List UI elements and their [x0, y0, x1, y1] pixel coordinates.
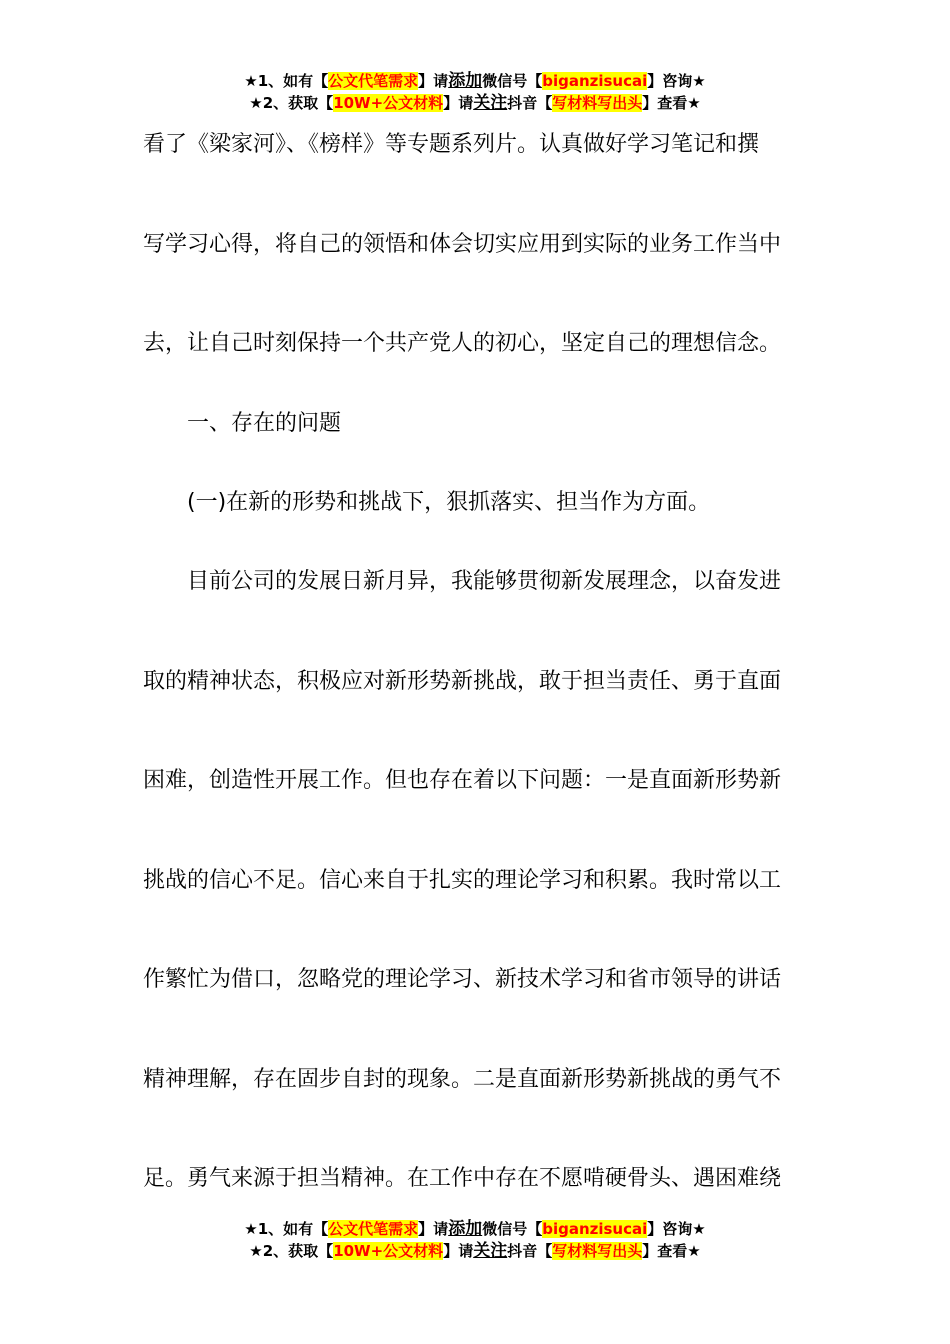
banner-text: ★1、如有【	[244, 72, 329, 90]
header-banner	[0, 70, 950, 114]
body-line: 作繁忙为借口，忽略党的理论学习、新技术学习和省市领导的讲话	[143, 967, 782, 992]
banner-emphasis: 添加	[448, 71, 483, 91]
banner-text: 微信号【	[482, 1220, 543, 1238]
banner-highlight: biganzisucai	[542, 1220, 648, 1238]
footer-banner	[0, 1218, 950, 1262]
banner-line-2	[0, 92, 950, 114]
banner-text: ★1、如有【	[244, 1220, 329, 1238]
banner-text: 微信号【	[482, 72, 543, 90]
body-line: 足。勇气来源于担当精神。在工作中存在不愿啃硬骨头、遇困难绕	[143, 1166, 782, 1191]
body-line: 挑战的信心不足。信心来自于扎实的理论学习和积累。我时常以工	[143, 868, 782, 893]
banner-text: 抖音【	[507, 94, 553, 112]
banner-highlight: 10W+公文材料	[333, 1242, 444, 1260]
banner-text: 】咨询★	[647, 72, 706, 90]
banner-text: 】查看★	[642, 1242, 701, 1260]
banner-text: ★2、获取【	[249, 94, 334, 112]
banner-text: 】请	[418, 72, 449, 90]
banner-highlight: 公文代笔需求	[328, 1220, 419, 1238]
banner-emphasis: 添加	[448, 1219, 483, 1239]
body-line: 精神理解，存在固步自封的现象。二是直面新形势新挑战的勇气不	[143, 1067, 782, 1092]
banner-text: 】查看★	[642, 94, 701, 112]
banner-line-1	[0, 70, 950, 92]
banner-text: ★2、获取【	[249, 1242, 334, 1260]
banner-line-2	[0, 1240, 950, 1262]
banner-emphasis: 关注	[473, 93, 508, 113]
banner-line-1	[0, 1218, 950, 1240]
subsection-heading: (一)在新的形势和挑战下，狠抓落实、担当作为方面。	[143, 490, 711, 515]
banner-highlight: 公文代笔需求	[328, 72, 419, 90]
section-heading: 一、存在的问题	[143, 411, 342, 436]
banner-highlight: 写材料写出头	[552, 94, 643, 112]
body-line: 困难，创造性开展工作。但也存在着以下问题：一是直面新形势新	[143, 768, 782, 793]
body-line: 取的精神状态，积极应对新形势新挑战，敢于担当责任、勇于直面	[143, 669, 782, 694]
banner-text: 】请	[443, 94, 474, 112]
banner-emphasis: 关注	[473, 1241, 508, 1261]
body-line: 去，让自己时刻保持一个共产党人的初心，坚定自己的理想信念。	[143, 331, 782, 356]
banner-highlight: 写材料写出头	[552, 1242, 643, 1260]
banner-text: 抖音【	[507, 1242, 553, 1260]
banner-text: 】请	[418, 1220, 449, 1238]
body-line: 看了《梁家河》、《榜样》等专题系列片。认真做好学习笔记和撰	[143, 132, 760, 157]
body-line: 写学习心得，将自己的领悟和体会切实应用到实际的业务工作当中	[143, 232, 782, 257]
banner-text: 】请	[443, 1242, 474, 1260]
banner-highlight: biganzisucai	[542, 72, 648, 90]
banner-text: 】咨询★	[647, 1220, 706, 1238]
banner-highlight: 10W+公文材料	[333, 94, 444, 112]
body-line: 目前公司的发展日新月异，我能够贯彻新发展理念，以奋发进	[143, 569, 782, 594]
